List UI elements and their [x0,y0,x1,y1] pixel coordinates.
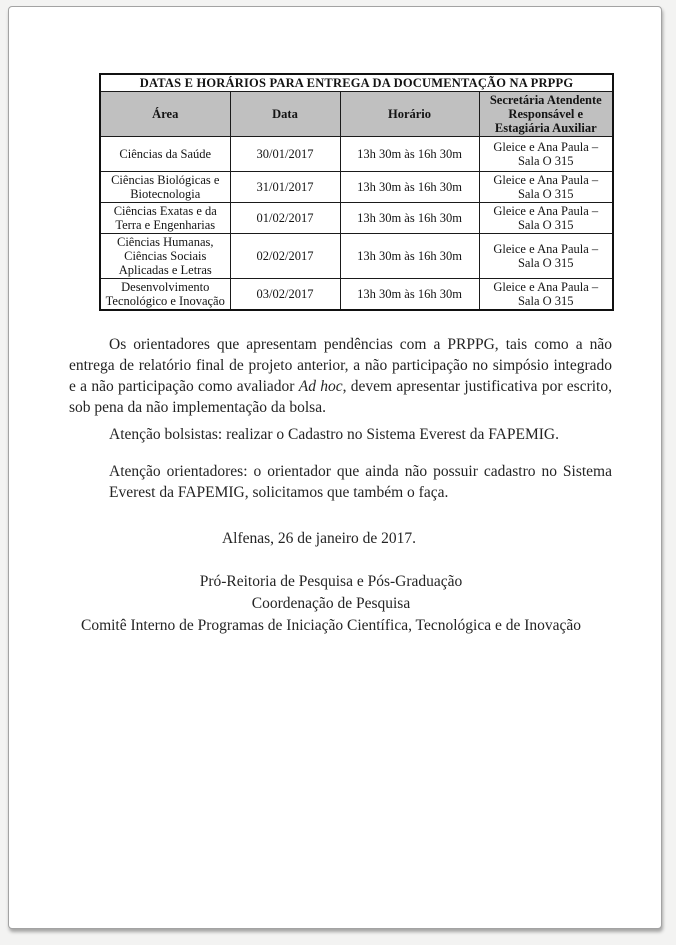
table-header-row [100,92,613,137]
paragraph-pendencias-part2: , devem apresentar justificativa por escrito, sob pena da não implementação da bolsa. [69,377,612,416]
cell-data: 02/02/2017 [230,234,340,279]
cell-horario: 13h 30m às 16h 30m [340,279,479,311]
cell-horario: 13h 30m às 16h 30m [340,203,479,234]
table-row [100,234,613,279]
cell-horario: 13h 30m às 16h 30m [340,137,479,172]
paragraph-pendencias [69,334,612,418]
cell-area: Ciências Exatas e da Terra e Engenharias [100,203,230,234]
schedule-table [99,73,614,311]
col-header-horario: Horário [340,92,479,137]
cell-data: 30/01/2017 [230,137,340,172]
cell-area: Ciências da Saúde [100,137,230,172]
signature-line-prppg: Pró-Reitoria de Pesquisa e Pós-Graduação [199,573,463,590]
cell-data: 31/01/2017 [230,172,340,203]
table-title-row [100,74,613,92]
cell-area: Ciências Humanas, Ciências Sociais Aplicadas e Letras [100,234,230,279]
paragraph-pendencias-adhoc: Ad hoc [298,377,343,395]
date-line: Alfenas, 26 de janeiro de 2017. [221,529,417,547]
cell-horario: 13h 30m às 16h 30m [340,172,479,203]
cell-area: Ciências Biológicas e Biotecnologia [100,172,230,203]
signature-line-coordenacao: Coordenação de Pesquisa [251,595,411,612]
table-row [100,172,613,203]
table-row [100,279,613,311]
document-page [8,6,662,929]
cell-data: 03/02/2017 [230,279,340,311]
cell-secretaria: Gleice e Ana Paula – Sala O 315 [479,279,613,311]
paragraph-pendencias-part1: Os orientadores que apresentam pendências com a PRPPG, tais como a não entrega de relatório final de projeto anterior, a não participação no simpósio integrado e a não participação como avaliador [69,335,612,395]
cell-secretaria: Gleice e Ana Paula – Sala O 315 [479,203,613,234]
signature-line-comite: Comitê Interno de Programas de Iniciação Científica, Tecnológica e de Inovação [80,617,582,634]
paragraph-atencao-bolsistas: Atenção bolsistas: realizar o Cadastro no Sistema Everest da FAPEMIG. [109,425,559,443]
table-title: DATAS E HORÁRIOS PARA ENTREGA DA DOCUMENTAÇÃO NA PRPPG [100,74,613,92]
col-header-area: Área [100,92,230,137]
cell-secretaria: Gleice e Ana Paula – Sala O 315 [479,137,613,172]
cell-secretaria: Gleice e Ana Paula – Sala O 315 [479,172,613,203]
col-header-data: Data [230,92,340,137]
cell-secretaria: Gleice e Ana Paula – Sala O 315 [479,234,613,279]
cell-area: Desenvolvimento Tecnológico e Inovação [100,279,230,311]
table-row [100,203,613,234]
table-row [100,137,613,172]
signature-block [9,571,653,637]
paragraph-atencao-orientadores: Atenção orientadores: o orientador que ainda não possuir cadastro no Sistema Everest da FAPEMIG, solicitamos que também o faça. [109,462,612,501]
cell-data: 01/02/2017 [230,203,340,234]
col-header-secretaria: Secretária Atendente Responsável e Estagiária Auxiliar [479,92,613,137]
cell-horario: 13h 30m às 16h 30m [340,234,479,279]
